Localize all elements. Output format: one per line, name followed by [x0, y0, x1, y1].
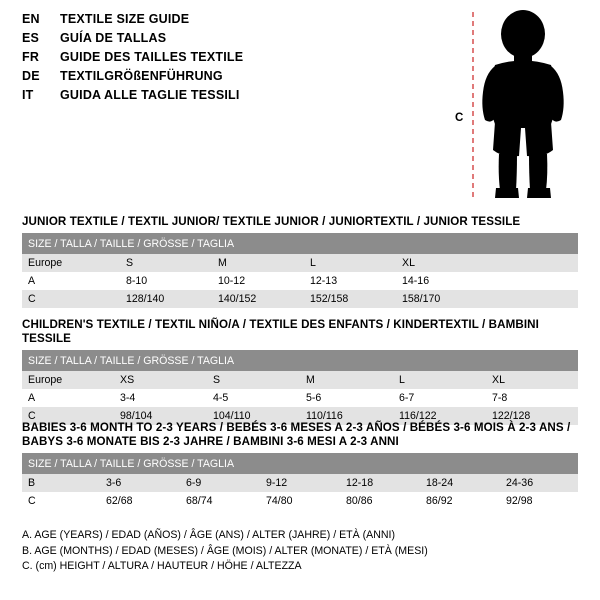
row-key: B [22, 474, 100, 492]
table-header-row [22, 233, 578, 254]
junior-size-table [22, 233, 578, 308]
table-header-row [22, 453, 578, 474]
language-code: IT [22, 88, 34, 102]
cell: 92/98 [500, 492, 578, 510]
cell: M [300, 371, 393, 389]
cell: 122/128 [486, 407, 578, 425]
table-row [22, 290, 578, 308]
section-title: JUNIOR TEXTILE / TEXTIL JUNIOR/ TEXTILE JUNIOR / JUNIORTEXTIL / JUNIOR TESSILE [22, 215, 521, 228]
cell: S [120, 254, 212, 272]
cell: 6-9 [180, 474, 260, 492]
cell: 104/110 [207, 407, 300, 425]
section-babies-textile [22, 421, 578, 510]
size-header-label: SIZE / TALLA / TAILLE / GRÖSSE / TAGLIA [22, 453, 578, 474]
cell: M [212, 254, 304, 272]
section-title: BABIES 3-6 MONTH TO 2-3 YEARS / BEBÉS 3-6 MESES A 2-3 AÑOS / BÉBÉS 3-6 MOIS À 2-3 ANS / BABYS 3-6 MONATE BIS 2-3 JAHRE / BAMBINI 3-6 MESI A 2-3 ANNI [22, 421, 571, 448]
cell: 14-16 [396, 272, 488, 290]
cell: 3-4 [114, 389, 207, 407]
row-key: C [22, 407, 114, 425]
cell: XS [114, 371, 207, 389]
cell: 128/140 [120, 290, 212, 308]
cell [488, 272, 578, 290]
cell [488, 290, 578, 308]
language-title: TEXTILE SIZE GUIDE [60, 12, 190, 26]
cell: 6-7 [393, 389, 486, 407]
cell: 8-10 [120, 272, 212, 290]
table-row [22, 389, 578, 407]
measure-label-c: C [455, 112, 464, 124]
cell: 86/92 [420, 492, 500, 510]
row-key: A [22, 389, 114, 407]
cell: 12-13 [304, 272, 396, 290]
cell: L [304, 254, 396, 272]
legend-line-a: A. AGE (YEARS) / EDAD (AÑOS) / ÂGE (ANS) / ALTER (JAHRE) / ETÀ (ANNI) [22, 529, 395, 541]
section-junior-textile [22, 215, 578, 308]
language-code: EN [22, 12, 40, 26]
cell: 62/68 [100, 492, 180, 510]
cell: 7-8 [486, 389, 578, 407]
child-figure-svg [455, 8, 585, 203]
section-childrens-textile [22, 318, 578, 425]
babies-size-table [22, 453, 578, 510]
cell: XL [396, 254, 488, 272]
language-title: GUIDE DES TAILLES TEXTILE [60, 50, 244, 64]
language-title: GUIDA ALLE TAGLIE TESSILI [60, 88, 240, 102]
language-title: TEXTILGRÖßENFÜHRUNG [60, 69, 223, 83]
table-header-row [22, 350, 578, 371]
language-row [22, 12, 442, 31]
row-key: Europe [22, 371, 114, 389]
cell: 3-6 [100, 474, 180, 492]
row-key: C [22, 492, 100, 510]
child-silhouette-figure [455, 8, 585, 203]
section-title: CHILDREN'S TEXTILE / TEXTIL NIÑO/A / TEXTILE DES ENFANTS / KINDERTEXTIL / BAMBINI TESSILE [22, 318, 539, 345]
size-header-label: SIZE / TALLA / TAILLE / GRÖSSE / TAGLIA [22, 350, 578, 371]
child-body-silhouette [482, 10, 563, 198]
children-size-table [22, 350, 578, 425]
cell: 10-12 [212, 272, 304, 290]
cell: 5-6 [300, 389, 393, 407]
language-row [22, 50, 442, 69]
language-code: ES [22, 31, 40, 45]
cell: 9-12 [260, 474, 340, 492]
language-row [22, 69, 442, 88]
cell: 110/116 [300, 407, 393, 425]
table-row [22, 492, 578, 510]
cell: 18-24 [420, 474, 500, 492]
row-key: A [22, 272, 120, 290]
cell [488, 254, 578, 272]
cell: 4-5 [207, 389, 300, 407]
table-row [22, 474, 578, 492]
cell: XL [486, 371, 578, 389]
legend-line-c: C. (cm) HEIGHT / ALTURA / HAUTEUR / HÖHE / ALTEZZA [22, 560, 302, 572]
legend-block [22, 528, 578, 575]
language-row [22, 31, 442, 50]
row-key: Europe [22, 254, 120, 272]
cell: 98/104 [114, 407, 207, 425]
legend-line-b: B. AGE (MONTHS) / EDAD (MESES) / ÂGE (MOIS) / ALTER (MONATE) / ETÀ (MESI) [22, 544, 428, 557]
cell: 24-36 [500, 474, 578, 492]
size-header-label: SIZE / TALLA / TAILLE / GRÖSSE / TAGLIA [22, 233, 578, 254]
row-key: C [22, 290, 120, 308]
cell: L [393, 371, 486, 389]
cell: 116/122 [393, 407, 486, 425]
cell: 158/170 [396, 290, 488, 308]
cell: 152/158 [304, 290, 396, 308]
language-header [22, 12, 442, 107]
language-title: GUÍA DE TALLAS [60, 31, 167, 45]
table-row [22, 272, 578, 290]
language-code: FR [22, 50, 40, 64]
cell: S [207, 371, 300, 389]
cell: 74/80 [260, 492, 340, 510]
table-row [22, 254, 578, 272]
language-row [22, 88, 442, 107]
cell: 68/74 [180, 492, 260, 510]
cell: 80/86 [340, 492, 420, 510]
table-row [22, 371, 578, 389]
cell: 140/152 [212, 290, 304, 308]
cell: 12-18 [340, 474, 420, 492]
language-code: DE [22, 69, 40, 83]
